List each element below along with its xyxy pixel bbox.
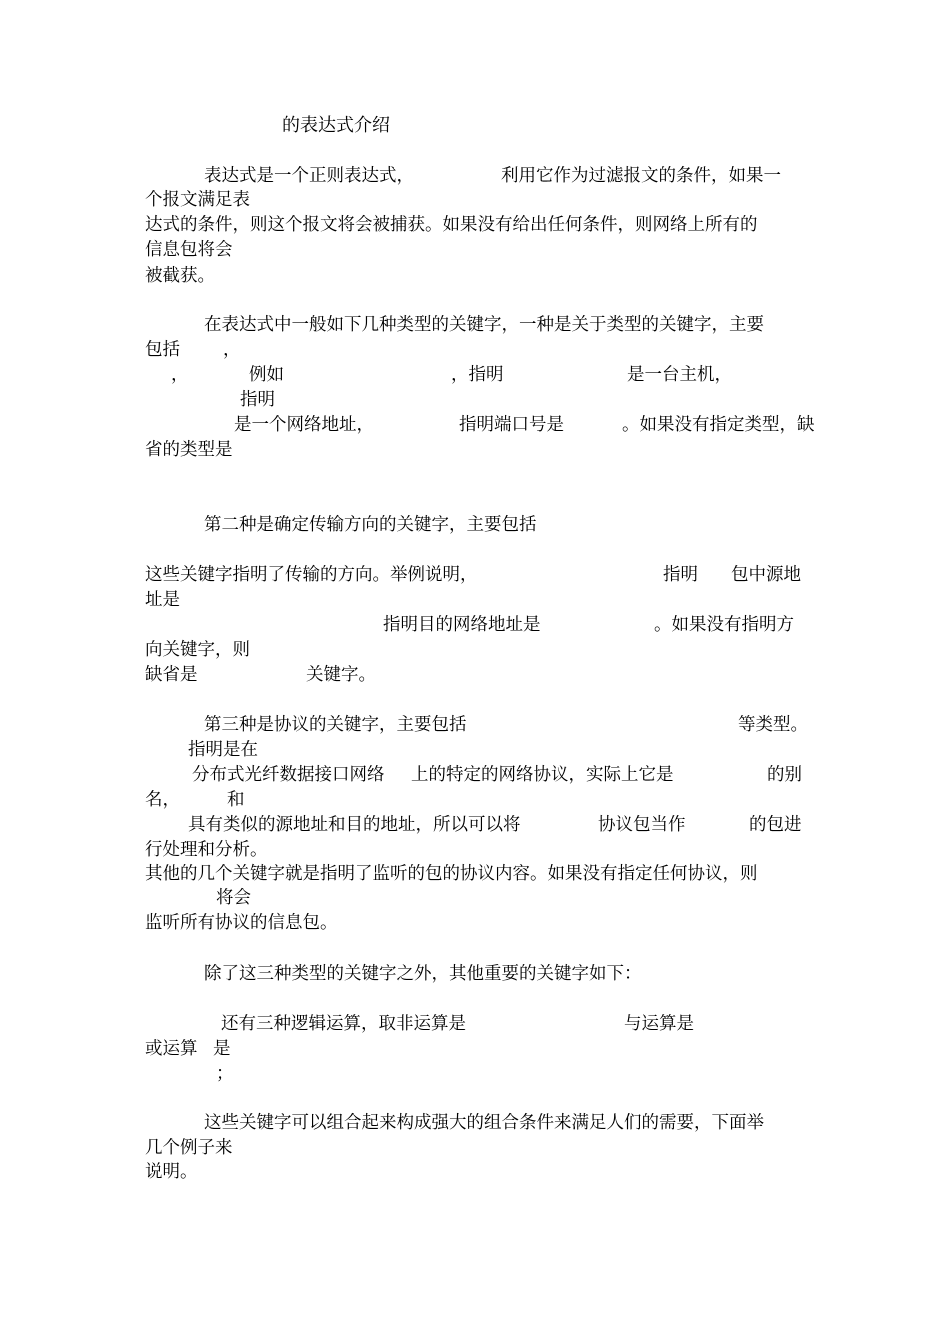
text-line: 指明端口号是 (459, 415, 564, 435)
text-line: 其他的几个关键字就是指明了监听的包的协议内容。如果没有指定任何协议，则 (145, 864, 758, 884)
text-line: 指明是在 (188, 740, 258, 760)
text-line: 第三种是协议的关键字，主要包括 (204, 715, 467, 735)
text-line: 和 (227, 790, 245, 810)
text-line: 或运算 (145, 1039, 198, 1059)
text-line: 与运算是 (624, 1014, 694, 1034)
text-line: 省的类型是 (145, 440, 233, 460)
text-line: 个报文满足表 (145, 190, 250, 210)
text-line: 这些关键字指明了传输的方向。举例说明， (145, 565, 478, 585)
text-line: 是 (213, 1039, 231, 1059)
text-line: 被截获。 (145, 266, 215, 286)
text-line: 是一台主机， (627, 365, 732, 385)
text-line: ， (171, 365, 189, 385)
text-line: 指明 (663, 565, 698, 585)
text-line: 达式的条件，则这个报文将会被捕获。如果没有给出任何条件，则网络上所有的 (145, 215, 758, 235)
text-line: 。如果没有指定类型，缺 (622, 415, 815, 435)
text-line: ； (216, 1064, 234, 1084)
text-line: 行处理和分析。 (145, 840, 268, 860)
text-line: 名， (145, 790, 180, 810)
text-line: 缺省是 (145, 665, 198, 685)
text-line: 包中源地 (731, 565, 801, 585)
text-line: 的包进 (749, 815, 802, 835)
text-line: ， (223, 340, 241, 360)
text-line: 第二种是确定传输方向的关键字，主要包括 (204, 515, 537, 535)
text-line: 利用它作为过滤报文的条件，如果一 (501, 166, 781, 186)
text-line: 。如果没有指明方 (654, 615, 794, 635)
text-line: 包括 (145, 340, 180, 360)
text-line: 等类型。 (738, 715, 808, 735)
text-line: 除了这三种类型的关键字之外，其他重要的关键字如下： (204, 964, 642, 984)
text-line: 这些关键字可以组合起来构成强大的组合条件来满足人们的需要，下面举 (204, 1113, 764, 1133)
document-title: 的表达式介绍 (282, 115, 390, 136)
text-line: 指明目的网络地址是 (383, 615, 541, 635)
text-line: 协议包当作 (598, 815, 686, 835)
text-line: 指明 (240, 390, 275, 410)
text-line: 址是 (145, 590, 180, 610)
text-line: 向关键字，则 (145, 640, 250, 660)
text-line: 说明。 (145, 1162, 198, 1182)
text-line: 表达式是一个正则表达式， (204, 166, 414, 186)
text-line: 上的特定的网络协议，实际上它是 (411, 765, 674, 785)
text-line: 在表达式中一般如下几种类型的关键字，一种是关于类型的关键字，主要 (204, 315, 764, 335)
text-line: 关键字。 (306, 665, 376, 685)
text-line: 还有三种逻辑运算，取非运算是 (221, 1014, 466, 1034)
text-line: 是一个网络地址， (234, 415, 374, 435)
text-line: 分布式光纤数据接口网络 (192, 765, 385, 785)
text-line: 具有类似的源地址和目的地址，所以可以将 (188, 815, 521, 835)
text-line: 的别 (767, 765, 802, 785)
text-line: 监听所有协议的信息包。 (145, 913, 338, 933)
text-line: 将会 (216, 888, 251, 908)
text-line: 例如 (249, 365, 284, 385)
text-line: ，指明 (451, 365, 504, 385)
text-line: 几个例子来 (145, 1138, 233, 1158)
text-line: 信息包将会 (145, 240, 233, 260)
